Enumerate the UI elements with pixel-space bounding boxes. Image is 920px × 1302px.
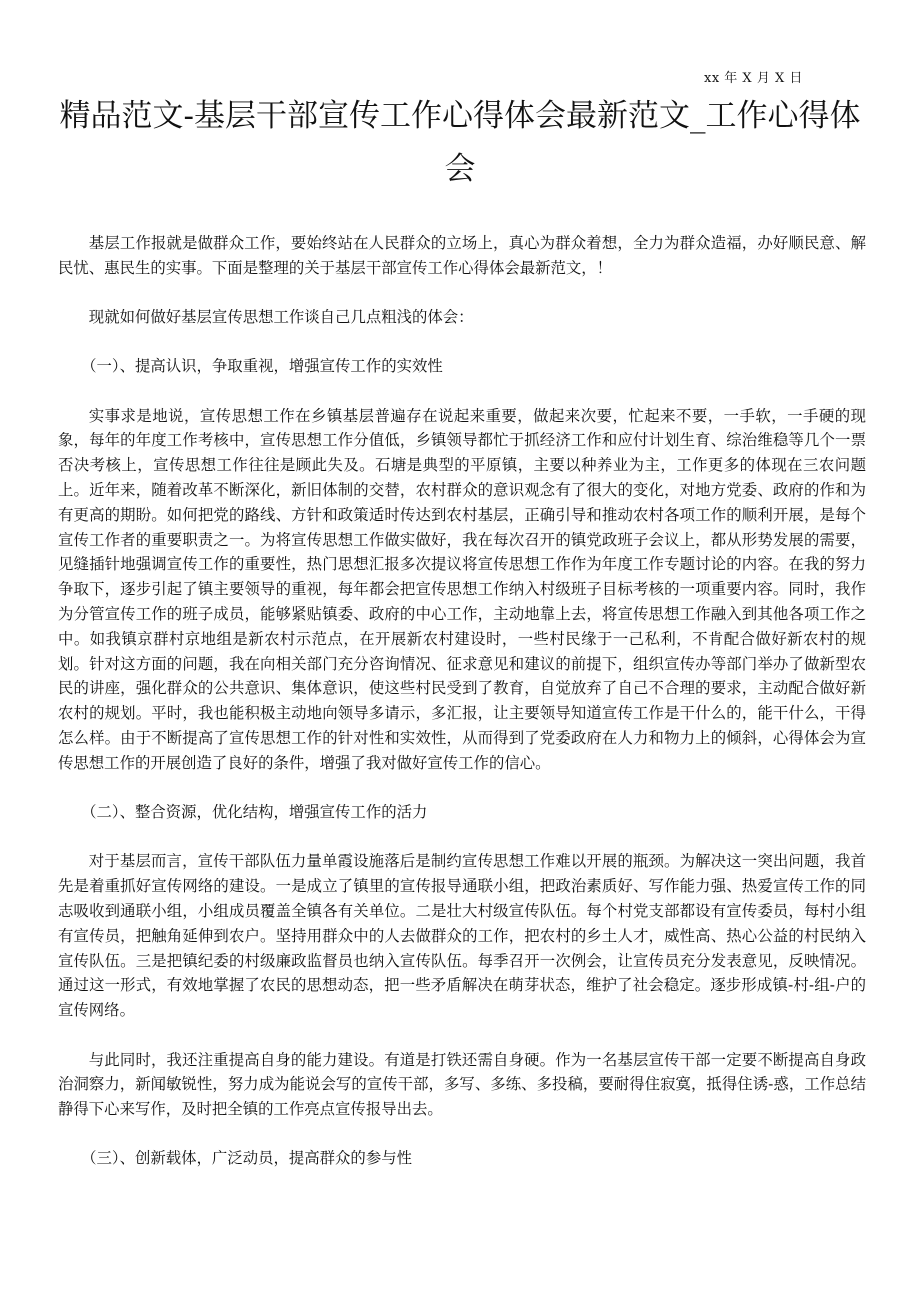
intro-paragraph: 基层工作报就是做群众工作，要始终站在人民群众的立场上，真心为群众着想，全力为群众造福，办好顺民意、解民忧、惠民生的实事。下面是整理的关于基层干部宣传工作心得体会最新范文，！ bbox=[58, 234, 866, 277]
document-date: xx 年 X 月 X 日 bbox=[704, 71, 803, 86]
body-paragraph: 实事求是地说，宣传思想工作在乡镇基层普遍存在说起来重要，做起来次要，忙起来不要，一手软，一手硬的现象，每年的年度工作考核中，宣传思想工作分值低，乡镇领导都忙于抓经济工作和应付计划生育、综治维稳等几个一票否决考核上，宣传思想工作往往是顾此失及。石塘是典型的平原镇，主要以种养业为主，工作更多的体现在三农问题上。近年来，随着改革不断深化，新旧体制的交替，农村群众的意识观念有了很大的变化，对地方党委、政府的作和为有更高的期盼。如何把党的路线、方针和政策适时传达到农村基层，正确引导和推动农村各项工作的顺利开展，是每个宣传工作者的重要职责之一。为将宣传思想工作做实做好，我在每次召开的镇党政班子会议上，都从形势发展的需要，见缝插针地强调宣传工作的重要性，热门思想汇报多次提议将宣传思想工作作为年度工作专题讨论的内容。在我的努力争取下，逐步引起了镇主要领导的重视，每年都会把宣传思想工作纳入村级班子目标考核的一项重要内容。同时，我作为分管宣传工作的班子成员，能够紧贴镇委、政府的中心工作，主动地靠上去，将宣传思想工作融入到其他各项工作之中。如我镇京群村京地组是新农村示范点，在开展新农村建设时，一些村民缘于一己私利，不肯配合做好新农村的规划。针对这方面的问题，我在向相关部门充分咨询情况、征求意见和建议的前提下，组织宣传办等部门举办了做新型农民的讲座，强化群众的公共意识、集体意识，使这些村民受到了教育，自觉放弃了自己不合理的要求，主动配合做好新农村的规划。平时，我也能积极主动地向领导多请示，多汇报，让主要领导知道宣传工作是干什么的，能干什么，干得怎么样。由于不断提高了宣传思想工作的针对性和实效性，从而得到了党委政府在人力和物力上的倾斜，心得体会为宣传思想工作的开展创造了良好的条件，增强了我对做好宣传工作的信心。 bbox=[58, 406, 866, 772]
body-paragraph: 与此同时，我还注重提高自身的能力建设。有道是打铁还需自身硬。作为一名基层宣传干部一定要不断提高自身政治洞察力，新闻敏锐性，努力成为能说会写的宣传干部，多写、多练、多投稿，要耐得住寂寞，抵得住诱-惑，工作总结静得下心来写作，及时把全镇的工作亮点宣传报导出去。 bbox=[58, 1050, 866, 1119]
document-title: 精品范文-基层干部宣传工作心得体会最新范文_工作心得体会 bbox=[59, 98, 861, 187]
section-heading-3: （三）、创新载体，广泛动员，提高群众的参与性 bbox=[81, 1149, 412, 1168]
body-paragraph: 对于基层而言，宣传干部队伍力量单霞设施落后是制约宣传思想工作难以开展的瓶颈。为解决这一突出问题，我首先是着重抓好宣传网络的建设。一是成立了镇里的宣传报导通联小组，把政治素质好、写作能力强、热爱宣传工作的同志吸收到通联小组，小组成员覆盖全镇各有关单位。二是壮大村级宣传队伍。每个村党支部都设有宣传委员，每村小组有宣传员，把触角延伸到农户。坚持用群众中的人去做群众的工作，把农村的乡土人才，威性高、热心公益的村民纳入宣传队伍。三是把镇纪委的村级廉政监督员也纳入宣传队伍。每季召开一次例会，让宣传员充分发表意见，反映情况。通过这一形式，有效地掌握了农民的思想动态，把一些矛盾解决在萌芽状态，维护了社会稳定。逐步形成镇-村-组-户的宣传网络。 bbox=[58, 852, 866, 1020]
section-heading-1: （一）、提高认识，争取重视，增强宣传工作的实效性 bbox=[81, 357, 443, 376]
lead-paragraph: 现就如何做好基层宣传思想工作谈自己几点粗浅的体会： bbox=[88, 308, 474, 327]
section-heading-2: （二）、整合资源，优化结构，增强宣传工作的活力 bbox=[81, 803, 428, 822]
document-body bbox=[58, 231, 866, 1171]
